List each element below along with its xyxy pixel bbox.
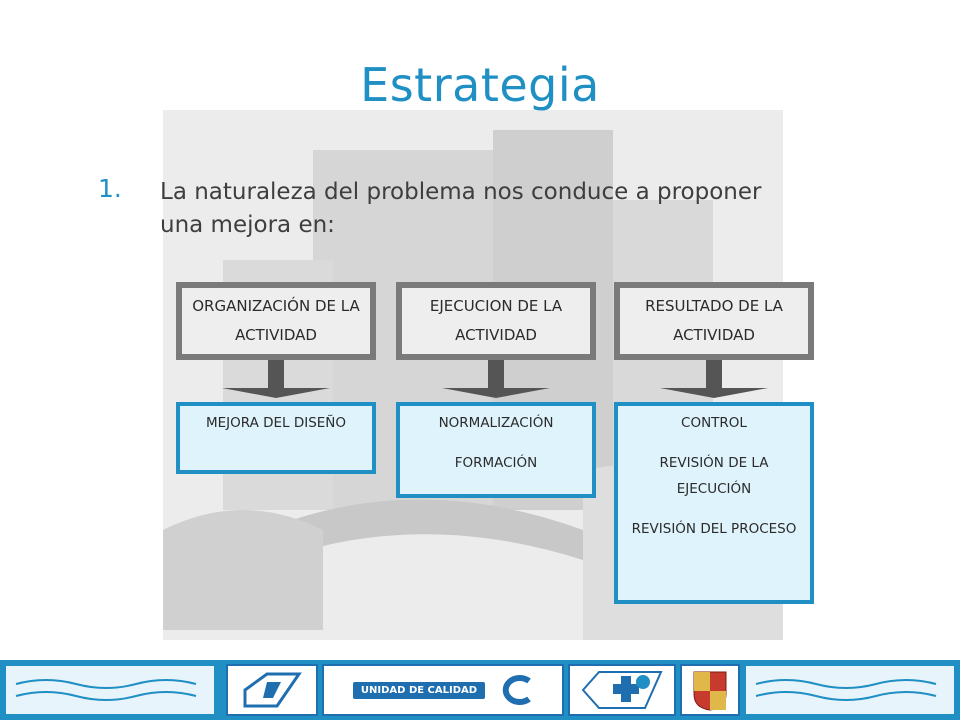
calidad-swoosh-icon xyxy=(493,675,533,705)
item-label: NORMALIZACIÓN xyxy=(438,415,554,431)
item-box-resultado xyxy=(614,402,814,604)
heading-label: ORGANIZACIÓN DE LA ACTIVIDAD xyxy=(192,297,360,344)
item-label: CONTROL xyxy=(681,415,747,431)
heading-box-organizacion xyxy=(176,282,376,360)
item-box-organizacion xyxy=(176,402,376,474)
point-text: La naturaleza del problema nos conduce a proponer una mejora en: xyxy=(160,179,762,238)
item-box-ejecucion xyxy=(396,402,596,498)
heading-box-ejecucion xyxy=(396,282,596,360)
heading-label: RESULTADO DE LA ACTIVIDAD xyxy=(645,297,783,344)
slide-title: Estrategia xyxy=(360,58,600,112)
down-arrow-icon xyxy=(440,360,552,402)
point-number: 1. xyxy=(98,174,122,203)
heading-box-resultado xyxy=(614,282,814,360)
footer-wave-panel xyxy=(6,666,214,714)
unidad-calidad-label: UNIDAD DE CALIDAD xyxy=(353,682,485,699)
item-label: REVISIÓN DEL PROCESO xyxy=(631,521,797,537)
footer-wave-panel xyxy=(746,666,954,714)
heading-label: EJECUCION DE LA ACTIVIDAD xyxy=(429,297,563,344)
unidad-calidad-logo xyxy=(322,664,564,716)
down-arrow-icon xyxy=(220,360,332,402)
coat-of-arms-icon xyxy=(690,668,730,712)
hospital-logo xyxy=(226,664,318,716)
down-arrow-icon xyxy=(658,360,770,402)
item-label: FORMACIÓN xyxy=(454,455,538,471)
castilla-leon-shield xyxy=(680,664,740,716)
item-label: MEJORA DEL DISEÑO xyxy=(205,415,347,431)
hospital-logo-icon xyxy=(237,670,307,710)
item-label: REVISIÓN DE LA EJECUCIÓN xyxy=(659,455,769,497)
sacyl-logo xyxy=(568,664,676,716)
health-cross-icon xyxy=(577,668,667,712)
